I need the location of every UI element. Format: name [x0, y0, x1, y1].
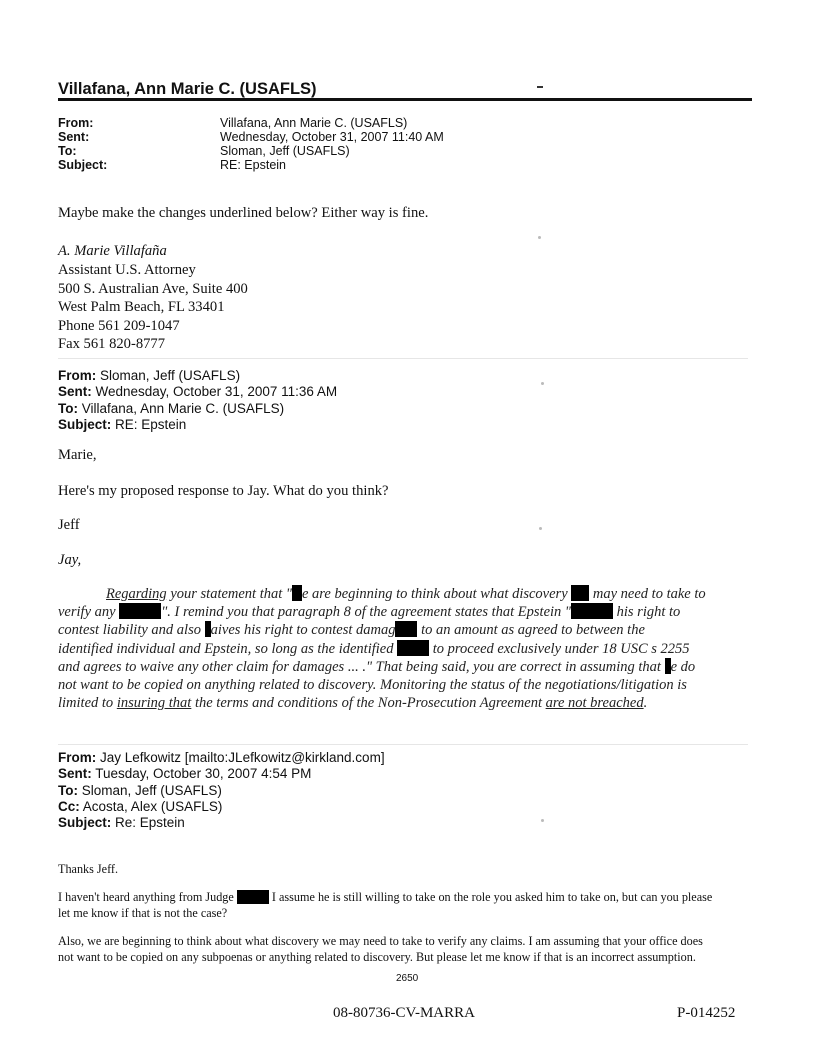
- title-rule: [58, 98, 752, 101]
- sent-value: Wednesday, October 31, 2007 11:36 AM: [95, 384, 338, 400]
- separator: [58, 744, 748, 745]
- message3-text: I haven't heard anything from Judge: [58, 890, 234, 904]
- signature-title: Assistant U.S. Attorney: [58, 262, 196, 278]
- from-value: Villafana, Ann Marie C. (USAFLS): [220, 116, 408, 130]
- draft-text: contest liability and also: [58, 622, 201, 639]
- bates-number: P-014252: [677, 1005, 736, 1021]
- scan-speck: [541, 819, 544, 822]
- message3-header: [58, 750, 385, 831]
- from-value: Jay Lefkowitz [mailto:JLefkowitz@kirkland.com]: [100, 750, 385, 765]
- draft-paragraph: [58, 585, 758, 712]
- message3-text: not want to be copied on any subpoenas or anything related to discovery. But please let me know if that is an incorrect assumption.: [58, 949, 696, 964]
- draft-text: e do: [670, 658, 696, 675]
- subject-value: Re: Epstein: [115, 815, 185, 831]
- from-label: From:: [58, 368, 97, 383]
- draft-text: and agrees to waive any other claim for damages ... ." That being said, you are correct in assuming that: [58, 658, 661, 675]
- from-value: Sloman, Jeff (USAFLS): [100, 368, 241, 383]
- subject-label: Subject:: [58, 416, 112, 432]
- draft-text: to proceed exclusively under 18 USC s 2255: [432, 640, 690, 657]
- draft-text: limited to: [58, 695, 117, 712]
- to-value: Villafana, Ann Marie C. (USAFLS): [81, 400, 285, 416]
- draft-text: to an amount as agreed to between the: [421, 622, 645, 639]
- redaction: [571, 603, 613, 619]
- scan-speck: [539, 527, 542, 530]
- draft-text: may need to take to: [592, 586, 706, 602]
- draft-text: identified individual and Epstein, so long as the identified: [58, 640, 394, 657]
- underlined-change: are not breached: [545, 695, 644, 712]
- scan-speck: [541, 382, 544, 385]
- subject-label: Subject:: [58, 158, 108, 172]
- draft-text: .: [643, 695, 648, 712]
- separator: [58, 358, 748, 359]
- draft-text: ". I remind you that paragraph 8 of the agreement states that Epstein ": [161, 604, 572, 621]
- sent-value: Tuesday, October 30, 2007 4:54 PM: [95, 766, 312, 782]
- underlined-change: insuring that: [116, 695, 192, 712]
- to-label: To:: [58, 782, 78, 798]
- redaction: [292, 585, 302, 601]
- message3-paragraph2: [58, 934, 758, 965]
- draft-text: Regarding: [106, 586, 167, 602]
- subject-value: RE: Epstein: [220, 158, 287, 172]
- from-label: From:: [58, 116, 94, 130]
- message2-signoff: Jeff: [58, 517, 80, 533]
- scan-mark: [537, 86, 543, 88]
- to-label: To:: [58, 400, 78, 416]
- redaction: [397, 640, 429, 656]
- redaction: [119, 603, 161, 619]
- draft-greeting: Jay,: [58, 552, 82, 568]
- message2-body: Here's my proposed response to Jay. What do you think?: [58, 483, 389, 499]
- redaction: [395, 621, 417, 637]
- message3-text: Also, we are beginning to think about what discovery we may need to take to verify any claims. I am assuming that your office does: [58, 934, 703, 948]
- draft-text: aives his right to contest damag: [210, 622, 396, 639]
- to-value: Sloman, Jeff (USAFLS): [81, 782, 222, 798]
- subject-value: RE: Epstein: [115, 416, 187, 432]
- scan-speck: [538, 236, 541, 239]
- to-label: To:: [58, 144, 77, 158]
- signature-address2: West Palm Beach, FL 33401: [58, 299, 225, 315]
- draft-text: e are beginning to think about what discovery: [301, 586, 568, 602]
- signature-address1: 500 S. Australian Ave, Suite 400: [58, 281, 248, 297]
- cc-value: Acosta, Alex (USAFLS): [82, 798, 223, 814]
- page-number: 2650: [396, 973, 419, 984]
- message2-header: [58, 368, 337, 433]
- sent-label: Sent:: [58, 384, 92, 400]
- cc-label: Cc:: [58, 798, 80, 814]
- draft-text: the terms and conditions of the Non-Prosecution Agreement: [191, 695, 546, 712]
- draft-text: your statement that ": [166, 586, 292, 602]
- case-number: 08-80736-CV-MARRA: [333, 1005, 475, 1021]
- from-label: From:: [58, 750, 97, 765]
- message3-text: let me know if that is not the case?: [58, 905, 228, 920]
- sent-label: Sent:: [58, 766, 92, 782]
- signature-fax: Fax 561 820-8777: [58, 336, 166, 352]
- redaction: [237, 890, 269, 904]
- message2-greeting: Marie,: [58, 447, 97, 463]
- email-title: Villafana, Ann Marie C. (USAFLS): [58, 80, 317, 98]
- draft-text: not want to be copied on anything related to discovery. Monitoring the status of the negotiations/litigation is: [58, 677, 687, 694]
- signature-name: A. Marie Villafaña: [58, 243, 167, 259]
- message3-text: I assume he is still willing to take on the role you asked him to take on, but can you please: [271, 890, 713, 904]
- message3-paragraph1: [58, 890, 758, 921]
- sent-value: Wednesday, October 31, 2007 11:40 AM: [220, 130, 444, 144]
- draft-text: his right to: [616, 604, 681, 621]
- draft-text: verify any: [58, 604, 116, 621]
- sent-label: Sent:: [58, 130, 90, 144]
- redaction: [571, 585, 589, 601]
- subject-label: Subject:: [58, 815, 112, 831]
- signature-phone: Phone 561 209-1047: [58, 318, 180, 334]
- to-value: Sloman, Jeff (USAFLS): [220, 144, 350, 158]
- message1-body: Maybe make the changes underlined below? Either way is fine.: [58, 205, 429, 221]
- message3-thanks: Thanks Jeff.: [58, 862, 119, 876]
